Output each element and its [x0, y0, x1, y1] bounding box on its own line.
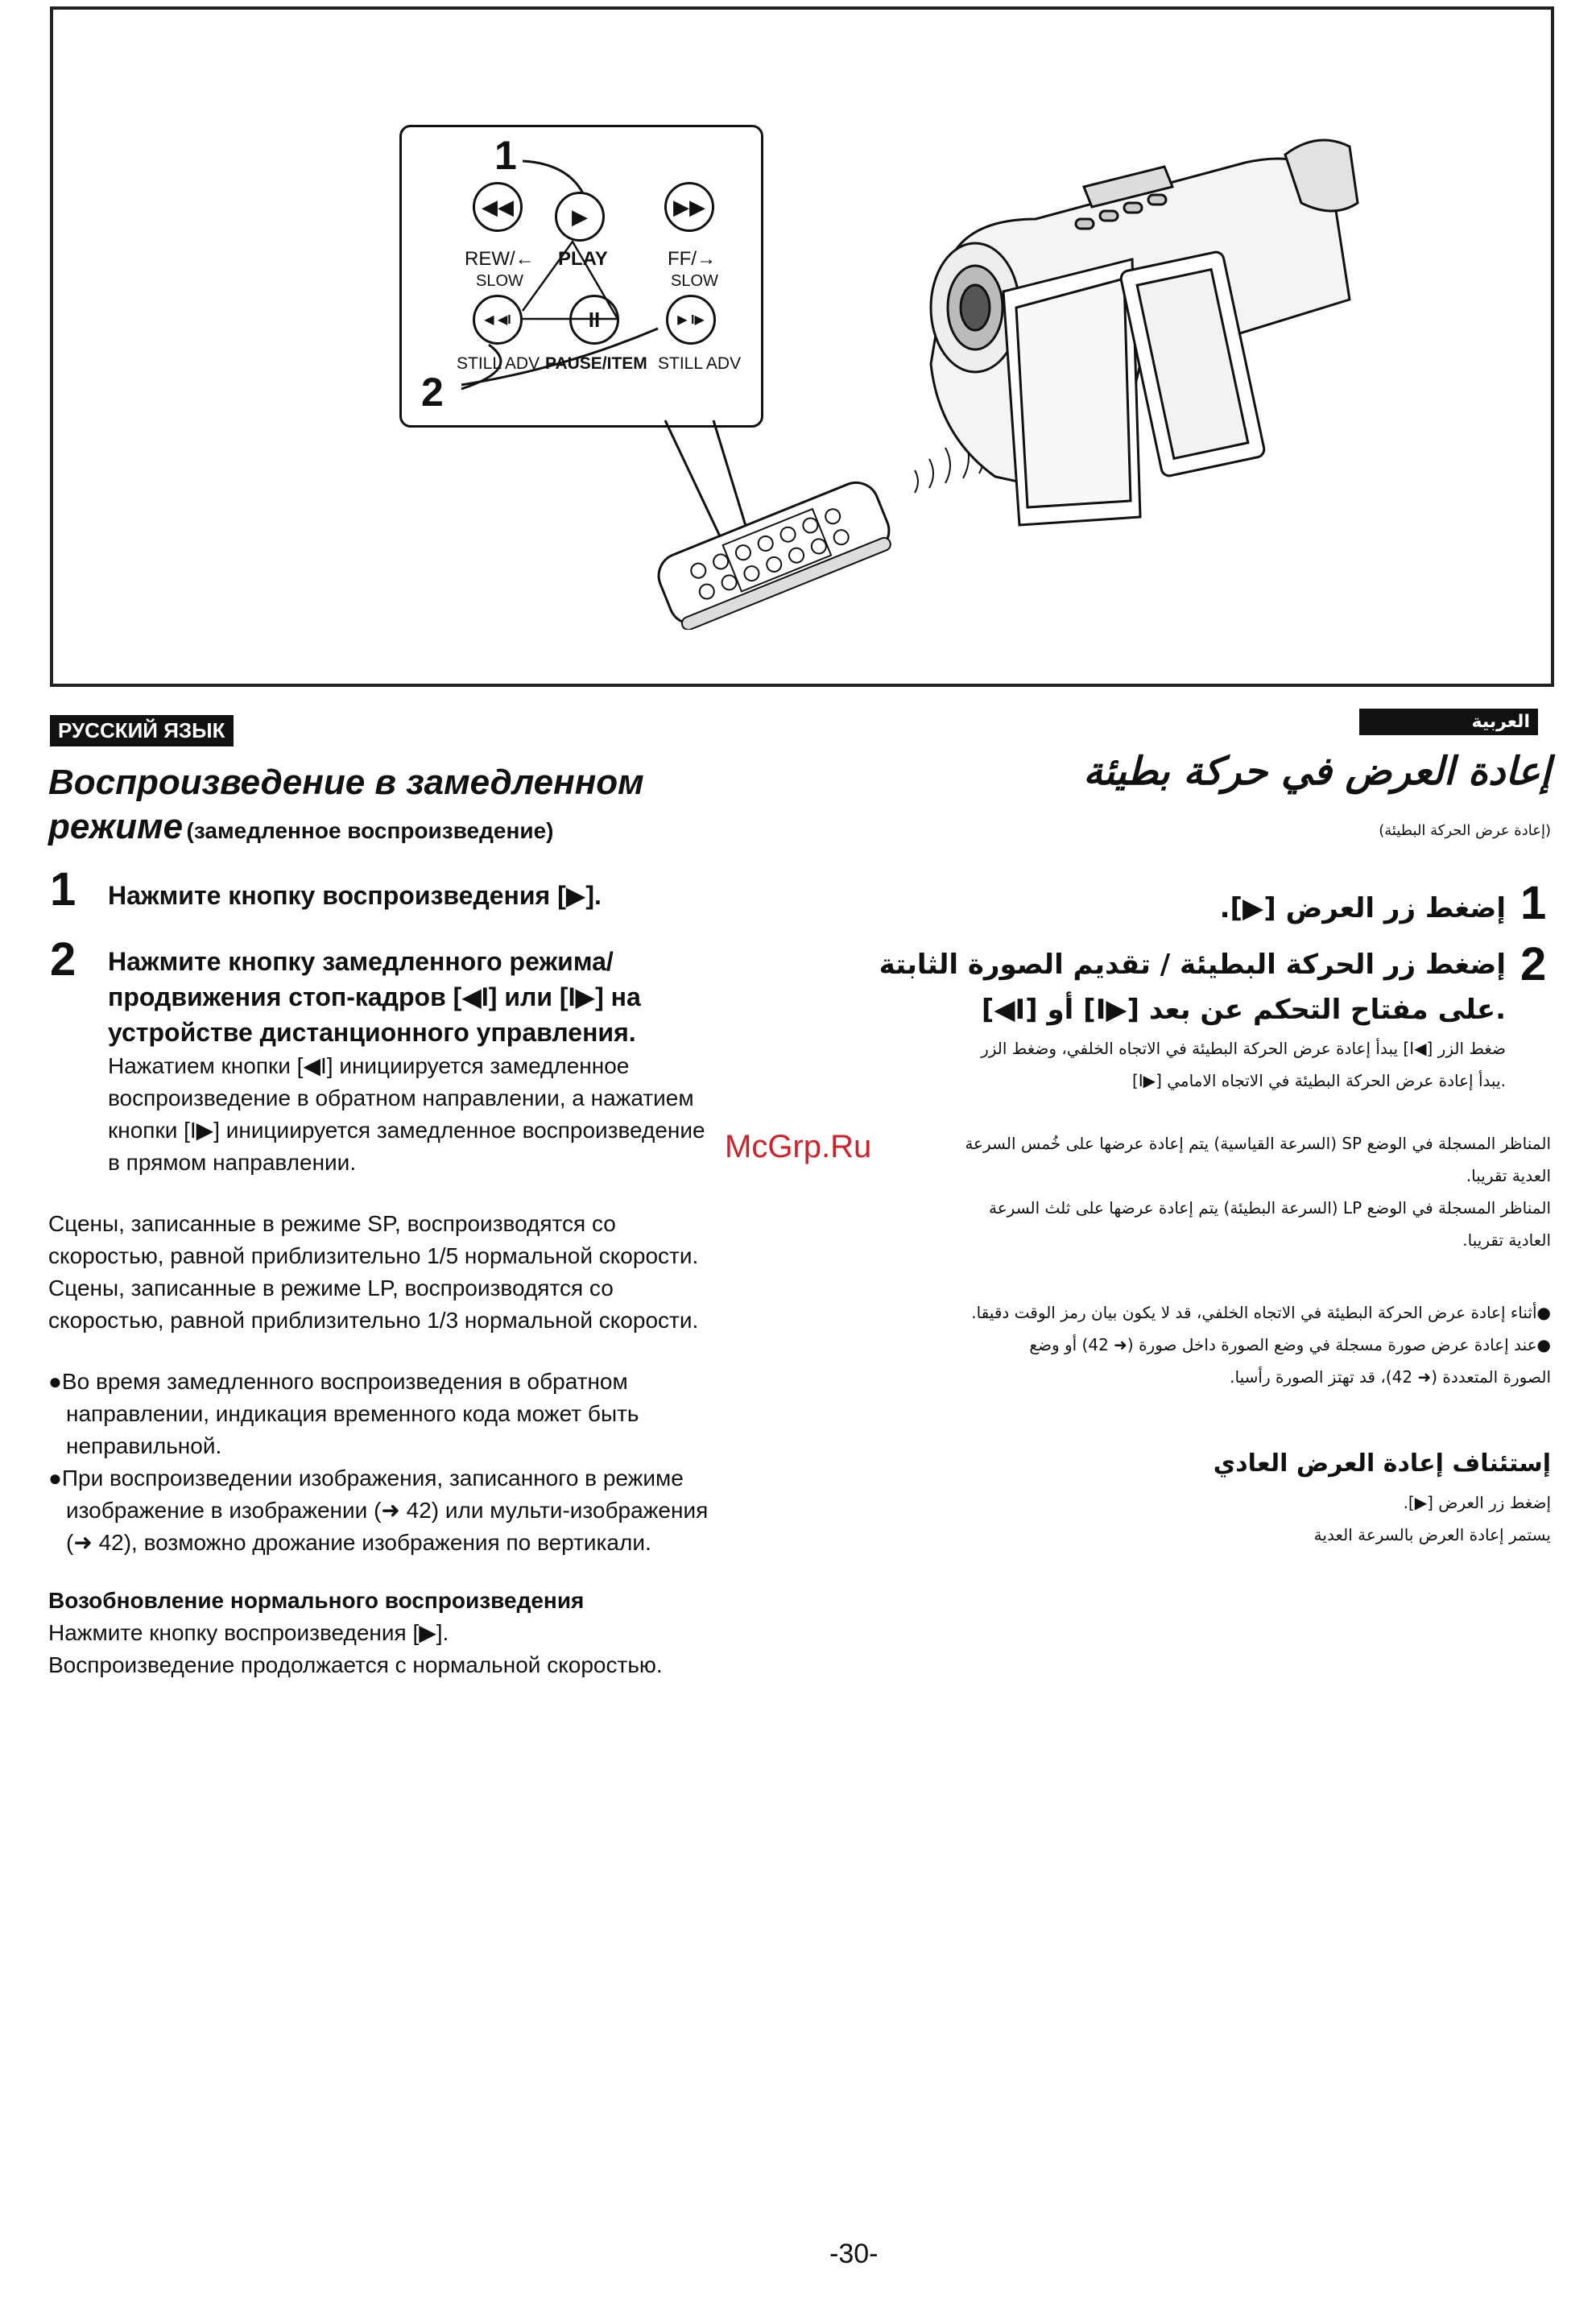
arabic-sp-line1: المناظر المسجلة في الوضع SP (السرعة القياسية) يتم إعادة عرضها على خُمس السرعة	[965, 1134, 1551, 1153]
arabic-subtitle: (إعادة عرض الحركة البطيئة)	[1379, 822, 1551, 839]
still-adv-right-label: STILL ADV	[658, 354, 742, 373]
russian-language-tag: РУССКИЙ ЯЗЫК	[50, 715, 234, 746]
pause-item-label: PAUSE/ITEM	[545, 354, 647, 373]
fast-forward-button[interactable]: ▶▶	[664, 182, 714, 232]
camcorder-drawing	[899, 98, 1382, 549]
still-advance-forward-button[interactable]: ▶ I▶	[666, 295, 716, 345]
russian-resume-line2: Воспроизведение продолжается с нормальной скоростью.	[48, 1652, 663, 1677]
arabic-step2-desc1: ضغط الزر [◀I] يبدأ إعادة عرض الحركة البطيئة في الاتجاه الخلفي، وضغط الزر	[981, 1039, 1506, 1058]
russian-step2-line2: продвижения стоп-кадров [◀I] или [I▶] на	[108, 982, 641, 1011]
russian-note2-line2: изображение в изображении (➜ 42) или мульти-изображения	[66, 1498, 709, 1523]
russian-step2-desc2: воспроизведение в обратном направлении, а нажатием	[108, 1085, 694, 1110]
arabic-lp-line2: العادية تقريبا.	[1462, 1230, 1551, 1250]
arabic-note2-line2: الصورة المتعددة (➜ 42)، قد تهتز الصورة رأسيا.	[1230, 1367, 1551, 1387]
russian-title-line2: режиме	[48, 807, 184, 846]
russian-speed-line3: Сцены, записанные в режиме LP, воспроизводятся со	[48, 1276, 614, 1300]
arabic-notes	[886, 1296, 1551, 1393]
arabic-note2-line1: ●عند إعادة عرض صورة مسجلة في وضع الصورة داخل صورة (➜ 42) أو وضع	[1029, 1335, 1551, 1354]
russian-note1-line2: направлении, индикация временного кода может быть	[66, 1401, 639, 1426]
arabic-step1-number: 1	[1520, 877, 1547, 929]
still-advance-reverse-button[interactable]: ◀ ◀I	[473, 295, 523, 345]
russian-speed-line2: скоростью, равной приблизительно 1/5 нормальной скорости.	[48, 1243, 699, 1268]
pause-button[interactable]: II	[569, 295, 619, 345]
page-number: -30-	[829, 2239, 879, 2269]
play-button[interactable]: ▶	[555, 192, 605, 242]
russian-step1-number: 1	[50, 863, 76, 916]
russian-step2-line1: Нажмите кнопку замедленного режима/	[108, 947, 614, 976]
arabic-step2-line1: إضغط زر الحركة البطيئة / تقديم الصورة الثابتة	[879, 949, 1506, 981]
arabic-resume-title: إستئناف إعادة العرض العادي	[1213, 1449, 1551, 1478]
russian-notes	[48, 1366, 837, 1559]
russian-note1-line1: ●Во время замедленного воспроизведения в обратном	[48, 1369, 628, 1394]
russian-step2-number: 2	[50, 933, 76, 986]
arabic-step2-block	[870, 942, 1506, 1097]
still-adv-left-label: STILL ADV	[457, 354, 540, 373]
slow-left-label: SLOW	[476, 272, 523, 290]
play-label: PLAY	[558, 248, 608, 270]
arabic-resume-section	[1047, 1441, 1551, 1551]
russian-step2-line3: устройстве дистанционного управления.	[108, 1018, 636, 1047]
illustration-frame	[50, 6, 1554, 687]
russian-subtitle: (замедленное воспроизведение)	[186, 818, 554, 843]
arabic-resume-line2: يستمر إعادة العرض بالسرعة العدية	[1313, 1525, 1551, 1544]
russian-speed-paragraph	[48, 1208, 837, 1337]
arabic-title: إعادة العرض في حركة بطيئة	[1083, 749, 1551, 794]
russian-note1-line3: неправильной.	[66, 1433, 222, 1458]
arabic-resume-line1: إضغط زر العرض [▶].	[1403, 1493, 1551, 1512]
russian-note2-line1: ●При воспроизведении изображения, записанного в режиме	[48, 1466, 684, 1491]
arabic-step1-text: إضغط زر العرض [▶].	[1219, 892, 1506, 924]
russian-step2-desc1: Нажатием кнопки [◀I] инициируется замедленное	[108, 1053, 630, 1078]
watermark: McGrp.Ru	[725, 1129, 872, 1164]
arabic-step2-number: 2	[1520, 938, 1547, 990]
russian-resume-title: Возобновление нормального воспроизведения	[48, 1588, 585, 1613]
rewind-button[interactable]: ◀◀	[473, 182, 523, 232]
rew-label: REW/←	[465, 248, 535, 270]
arabic-sp-line2: العدية تقريبا.	[1466, 1166, 1551, 1185]
russian-title-line2-wrap	[48, 805, 553, 849]
russian-step2-desc4: в прямом направлении.	[108, 1150, 357, 1175]
remote-control-drawing	[641, 477, 907, 630]
slow-right-label: SLOW	[671, 272, 718, 290]
ff-label: FF/→	[668, 248, 716, 270]
russian-resume-section	[48, 1585, 837, 1681]
russian-step2-desc3: кнопки [I▶] инициируется замедленное воспроизведение	[108, 1118, 705, 1143]
arabic-step2-desc2: [I▶] يبدأ إعادة عرض الحركة البطيئة في الاتجاه الامامي.	[1131, 1071, 1506, 1090]
russian-speed-line4: скоростью, равной приблизительно 1/3 нормальной скорости.	[48, 1308, 699, 1333]
arabic-speed-paragraph	[886, 1127, 1551, 1256]
russian-resume-line1: Нажмите кнопку воспроизведения [▶].	[48, 1620, 449, 1645]
russian-step2-block	[108, 944, 817, 1179]
russian-title-line1: Воспроизведение в замедленном	[48, 763, 644, 802]
arabic-note1: ●أثناء إعادة عرض الحركة البطيئة في الاتجاه الخلفي، قد لا يكون بيان رمز الوقت دقيقا.	[971, 1303, 1551, 1322]
russian-speed-line1: Сцены, записанные в режиме SP, воспроизводятся со	[48, 1211, 616, 1236]
arabic-language-tag: العربية	[1359, 709, 1538, 735]
callout-number-1: 1	[494, 133, 517, 178]
arabic-lp-line1: المناظر المسجلة في الوضع LP (السرعة البطيئة) يتم إعادة عرضها على ثلث السرعة	[989, 1198, 1551, 1218]
arabic-step2-line2: [◀I] أو [I▶] على مفتاح التحكم عن بعد.	[981, 994, 1506, 1026]
callout-number-2: 2	[421, 370, 444, 415]
russian-note2-line3: (➜ 42), возможно дрожание изображения по вертикали.	[66, 1530, 651, 1555]
russian-step1-text: Нажмите кнопку воспроизведения [▶].	[108, 881, 602, 910]
